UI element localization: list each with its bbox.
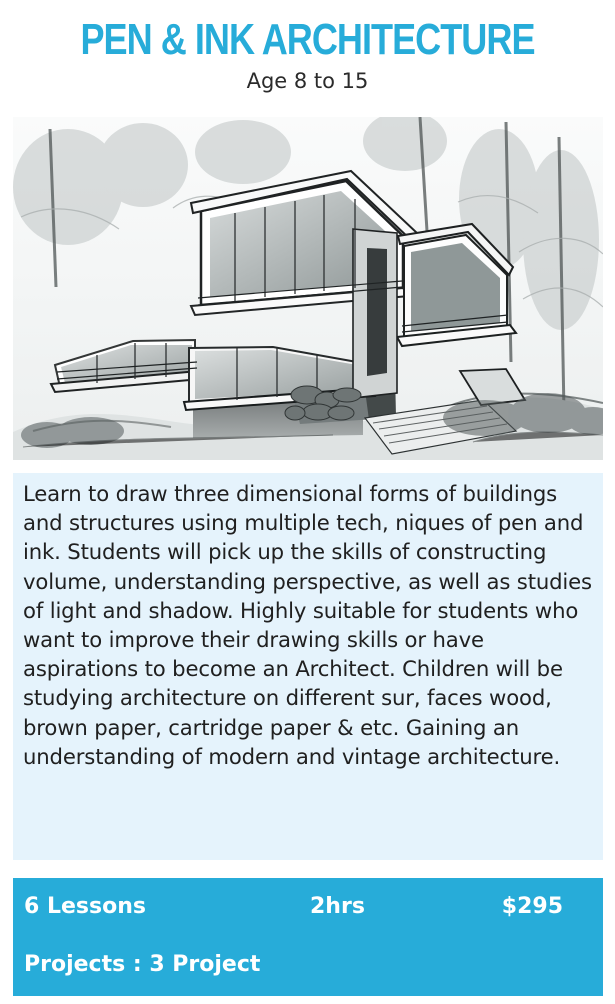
lesson-duration: 2hrs <box>310 894 365 919</box>
lesson-count: 6 Lessons <box>24 894 146 919</box>
course-price: $295 <box>501 894 563 919</box>
project-count: Projects : 3 Project <box>24 952 261 977</box>
age-range: Age 8 to 15 <box>246 69 369 93</box>
course-description: Learn to draw three dimensional forms of buildings and structures using multiple tech, niques of pen and ink. Students will pick up the skills of constructing volume, understanding perspective, as well as studies of light and shadow. Highly suitable for students who want to improve their drawing skills or have aspirations to become an Architect. Children will be studying architecture on different sur, faces wood, brown paper, cartridge paper & etc. Gaining an understanding of modern and vintage architecture. <box>23 481 592 769</box>
course-details-bar <box>13 878 603 996</box>
course-header <box>0 0 615 112</box>
course-title: PEN & INK ARCHITECTURE <box>80 15 535 64</box>
course-description-box <box>13 473 603 860</box>
architecture-sketch-image <box>13 117 603 460</box>
architecture-sketch-icon <box>13 117 603 460</box>
